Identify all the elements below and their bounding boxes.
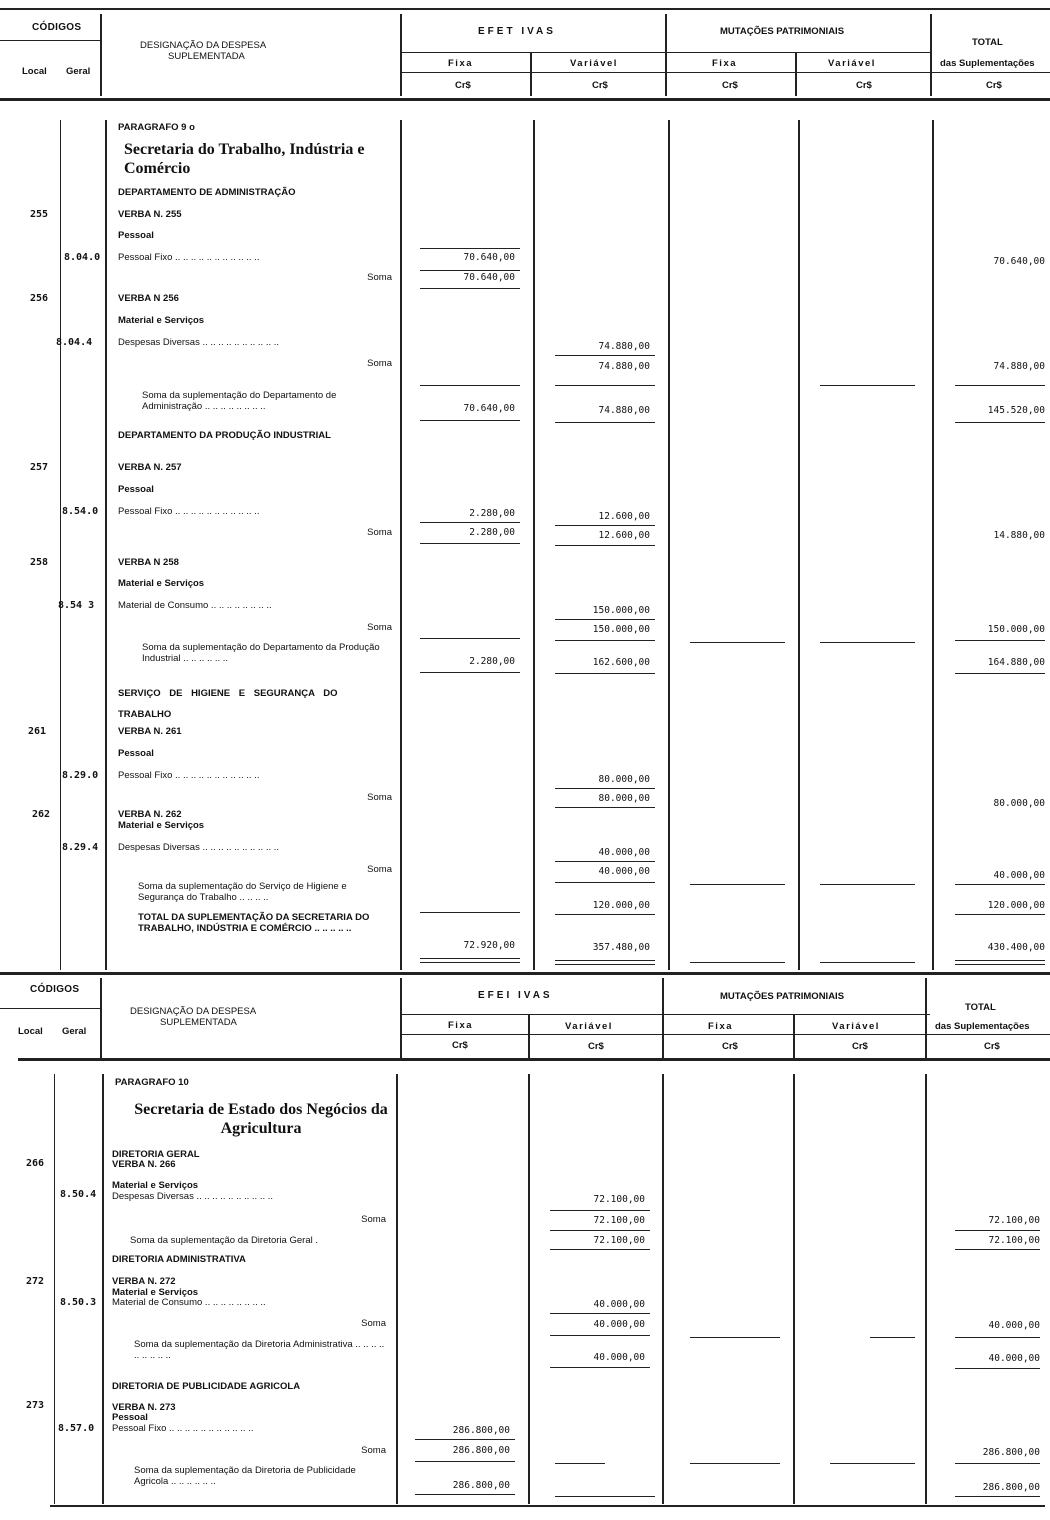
dept-producao: DEPARTAMENTO DA PRODUÇÃO INDUSTRIAL xyxy=(118,430,331,441)
grand-var-357480: 357.480,00 xyxy=(592,942,650,953)
total-label: TOTAL xyxy=(972,37,1003,48)
variavel-header: Variável xyxy=(570,58,618,69)
verba-256: VERBA N 256 xyxy=(118,293,179,304)
soma-label: Soma xyxy=(367,272,392,283)
code-266: 266 xyxy=(26,1158,45,1169)
verba-255: VERBA N. 255 xyxy=(118,209,182,220)
pessoal-label-4: Pessoal xyxy=(112,1412,148,1423)
currency-2: Cr$ xyxy=(592,80,608,91)
soma-label-9: Soma xyxy=(361,1445,386,1456)
variavel-header-3: Variável xyxy=(565,1021,613,1032)
currency-4: Cr$ xyxy=(856,80,872,91)
total-secretaria: TOTAL DA SUPLEMENTAÇÃO DA SECRETARIA DO TRABALHO, INDÚSTRIA E COMÉRCIO .. .. .. .. .. xyxy=(138,912,370,934)
paragrafo-10: PARAGRAFO 10 xyxy=(115,1077,189,1088)
soma-dir-pub: Soma da suplementação da Diretoria de Publicidade Agricola .. .. .. .. .. .. xyxy=(134,1465,356,1487)
val-fixa-70640: 70.640,00 xyxy=(463,252,515,263)
codigos-label: CÓDIGOS xyxy=(32,22,82,33)
verba-273: VERBA N. 273 xyxy=(112,1402,176,1413)
code-261: 261 xyxy=(28,726,47,737)
currency-7: Cr$ xyxy=(588,1041,604,1052)
grand-fixa-72920: 72.920,00 xyxy=(463,940,515,951)
code-8503: 8.50.3 xyxy=(60,1297,97,1308)
subtotal-fixa-2280: 2.280,00 xyxy=(469,656,515,667)
fixa-header-2: Fixa xyxy=(712,58,738,69)
code-8290: 8.29.0 xyxy=(62,770,99,781)
code-8044: 8.04.4 xyxy=(56,337,93,348)
material-servicos-4: Material e Serviços xyxy=(112,1180,199,1191)
subtotal-var-74880: 74.880,00 xyxy=(598,405,650,416)
secretaria-trabalho-title: Secretaria do Trabalho, Indústria e Comércio xyxy=(124,141,365,177)
geral-label-2: Geral xyxy=(62,1026,87,1037)
fixa-header-3: Fixa xyxy=(448,1020,474,1031)
total-label-2: TOTAL xyxy=(965,1002,996,1013)
soma-label-6: Soma xyxy=(367,864,392,875)
val-var-74880: 74.880,00 xyxy=(598,341,650,352)
code-8540: 8.54.0 xyxy=(62,506,99,517)
servico-higiene: SERVIÇO DE HIGIENE E SEGURANÇA DO TRABALHO xyxy=(118,688,338,720)
code-273: 273 xyxy=(26,1400,45,1411)
mutacoes-label: MUTAÇÕES PATRIMONIAIS xyxy=(720,26,845,37)
code-8543: 8.54 3 xyxy=(58,600,95,611)
designacao-label: DESIGNAÇÃO DA DESPESA xyxy=(140,40,267,51)
currency-3: Cr$ xyxy=(722,80,738,91)
soma-val-70640: 70.640,00 xyxy=(463,272,515,283)
verba-261: VERBA N. 261 xyxy=(118,726,182,737)
subtotal-120000: 120.000,00 xyxy=(987,900,1045,911)
val-var-150000: 150.000,00 xyxy=(592,605,650,616)
codigos-label-2: CÓDIGOS xyxy=(30,984,80,995)
val-fixa-2280: 2.280,00 xyxy=(469,508,515,519)
variavel-header-2: Variável xyxy=(828,58,876,69)
suplementada-label: SUPLEMENTADA xyxy=(168,51,245,62)
soma-var-80000: 80.000,00 xyxy=(598,793,650,804)
total-72100: 72.100,00 xyxy=(988,1215,1040,1226)
total-150000: 150.000,00 xyxy=(987,624,1045,635)
diretoria-geral: DIRETORIA GERAL xyxy=(112,1149,200,1160)
despesas-diversas-row: Despesas Diversas .. .. .. .. .. .. .. .. .. .. xyxy=(118,337,280,348)
soma-dir-geral: Soma da suplementação da Diretoria Geral . xyxy=(130,1235,318,1246)
code-8570: 8.57.0 xyxy=(58,1423,95,1434)
soma-label-8: Soma xyxy=(361,1318,386,1329)
fixa-header-4: Fixa xyxy=(708,1021,734,1032)
verba-262: VERBA N. 262 xyxy=(118,809,182,820)
subtotal-164880: 164.880,00 xyxy=(987,657,1045,668)
pessoal-fixo-row-2: Pessoal Fixo .. .. .. .. .. .. .. .. .. .. .. xyxy=(118,506,260,517)
das-suplementacoes-label: das Suplementações xyxy=(940,58,1035,69)
verba-272: VERBA N. 272 xyxy=(112,1276,176,1287)
soma-var-40000-2: 40.000,00 xyxy=(593,1319,645,1330)
pessoal-label-3: Pessoal xyxy=(118,748,154,759)
local-label-2: Local xyxy=(18,1026,43,1037)
verba-266: VERBA N. 266 xyxy=(112,1159,176,1170)
val-var-72100: 72.100,00 xyxy=(593,1194,645,1205)
soma-dir-adm: Soma da suplementação da Diretoria Administrativa .. .. .. .. .. .. .. .. .. xyxy=(134,1339,385,1361)
subtotal-286800: 286.800,00 xyxy=(982,1482,1040,1493)
total-80000: 80.000,00 xyxy=(993,798,1045,809)
code-255: 255 xyxy=(30,209,49,220)
code-256: 256 xyxy=(30,293,49,304)
diretoria-administrativa: DIRETORIA ADMINISTRATIVA xyxy=(112,1254,246,1265)
currency-1: Cr$ xyxy=(455,80,471,91)
code-8294: 8.29.4 xyxy=(62,842,99,853)
efetivas-label-2: EFEI IVAS xyxy=(478,990,553,1001)
soma-label-4: Soma xyxy=(367,622,392,633)
val-fixa-286800: 286.800,00 xyxy=(452,1425,510,1436)
val-var-80000: 80.000,00 xyxy=(598,774,650,785)
code-257: 257 xyxy=(30,462,49,473)
soma-dept-adm: Soma da suplementação do Departamento de Administração .. .. .. .. .. .. .. .. xyxy=(142,390,337,412)
material-servicos-5: Material e Serviços xyxy=(112,1287,199,1298)
subtotal-var-72100: 72.100,00 xyxy=(593,1235,645,1246)
pessoal-fixo-row-4: Pessoal Fixo .. .. .. .. .. .. .. .. .. .. .. xyxy=(112,1423,254,1434)
soma-label-5: Soma xyxy=(367,792,392,803)
soma-label-3: Soma xyxy=(367,527,392,538)
total-14880: 14.880,00 xyxy=(993,530,1045,541)
material-servicos-2: Material e Serviços xyxy=(118,578,205,589)
subtotal-40000: 40.000,00 xyxy=(988,1353,1040,1364)
material-consumo-row: Material de Consumo .. .. .. .. .. .. .. .. xyxy=(118,600,272,611)
val-var-12600: 12.600,00 xyxy=(598,511,650,522)
diretoria-publicidade: DIRETORIA DE PUBLICIDADE AGRICOLA xyxy=(112,1381,301,1392)
soma-var-12600: 12.600,00 xyxy=(598,530,650,541)
das-suplementacoes-label-2: das Suplementações xyxy=(935,1021,1030,1032)
val-var-40000-2: 40.000,00 xyxy=(593,1299,645,1310)
code-262: 262 xyxy=(32,809,51,820)
suplementada-label-2: SUPLEMENTADA xyxy=(160,1017,237,1028)
pessoal-label-2: Pessoal xyxy=(118,484,154,495)
variavel-header-4: Variável xyxy=(832,1021,880,1032)
currency-10: Cr$ xyxy=(984,1041,1000,1052)
designacao-label-2: DESIGNAÇÃO DA DESPESA xyxy=(130,1006,257,1017)
mutacoes-label-2: MUTAÇÕES PATRIMONIAIS xyxy=(720,991,845,1002)
despesas-diversas-row-2: Despesas Diversas .. .. .. .. .. .. .. .. .. .. xyxy=(118,842,280,853)
code-8040: 8.04.0 xyxy=(64,252,101,263)
currency-9: Cr$ xyxy=(852,1041,868,1052)
soma-fixa-2280: 2.280,00 xyxy=(469,527,515,538)
local-label: Local xyxy=(22,66,47,77)
grand-total-430400: 430.400,00 xyxy=(987,942,1045,953)
total-40000-2: 40.000,00 xyxy=(988,1320,1040,1331)
soma-label-7: Soma xyxy=(361,1214,386,1225)
currency-5: Cr$ xyxy=(986,80,1002,91)
subtotal-var-40000: 40.000,00 xyxy=(593,1352,645,1363)
secretaria-agricultura-title: Secretaria de Estado dos Negócios da Agricultura xyxy=(134,1101,388,1137)
soma-val-74880: 74.880,00 xyxy=(598,361,650,372)
subtotal-145520: 145.520,00 xyxy=(987,405,1045,416)
subtotal-72100: 72.100,00 xyxy=(988,1235,1040,1246)
geral-label: Geral xyxy=(66,66,91,77)
total-74880: 74.880,00 xyxy=(993,361,1045,372)
material-servicos-3: Material e Serviços xyxy=(118,820,205,831)
subtotal-fixa-286800: 286.800,00 xyxy=(452,1480,510,1491)
total-286800: 286.800,00 xyxy=(982,1447,1040,1458)
total-40000: 40.000,00 xyxy=(993,870,1045,881)
paragrafo-9: PARAGRAFO 9 o xyxy=(118,122,195,133)
val-var-40000: 40.000,00 xyxy=(598,847,650,858)
pessoal-fixo-row: Pessoal Fixo .. .. .. .. .. .. .. .. .. .. .. xyxy=(118,252,260,263)
soma-var-72100: 72.100,00 xyxy=(593,1215,645,1226)
soma-servico: Soma da suplementação do Serviço de Higiene e Segurança do Trabalho .. .. .. .. xyxy=(138,881,347,903)
soma-dept-prod: Soma da suplementação do Departamento da Produção Industrial .. .. .. .. .. .. xyxy=(142,642,380,664)
efetivas-label: EFET IVAS xyxy=(478,26,556,37)
currency-6: Cr$ xyxy=(452,1040,468,1051)
soma-fixa-286800: 286.800,00 xyxy=(452,1445,510,1456)
code-8504: 8.50.4 xyxy=(60,1189,97,1200)
material-consumo-row-2: Material de Consumo .. .. .. .. .. .. .. .. xyxy=(112,1297,266,1308)
soma-var-40000: 40.000,00 xyxy=(598,866,650,877)
pessoal-fixo-row-3: Pessoal Fixo .. .. .. .. .. .. .. .. .. .. .. xyxy=(118,770,260,781)
val-total-70640: 70.640,00 xyxy=(993,256,1045,267)
fixa-header: Fixa xyxy=(448,58,474,69)
currency-8: Cr$ xyxy=(722,1041,738,1052)
pessoal-label: Pessoal xyxy=(118,230,154,241)
dept-administracao: DEPARTAMENTO DE ADMINISTRAÇÃO xyxy=(118,187,296,198)
code-258: 258 xyxy=(30,557,49,568)
verba-257: VERBA N. 257 xyxy=(118,462,182,473)
code-272: 272 xyxy=(26,1276,45,1287)
soma-var-150000: 150.000,00 xyxy=(592,624,650,635)
subtotal-var-120000: 120.000,00 xyxy=(592,900,650,911)
material-servicos: Material e Serviços xyxy=(118,315,205,326)
subtotal-var-162600: 162.600,00 xyxy=(592,657,650,668)
soma-label-2: Soma xyxy=(367,358,392,369)
subtotal-fixa-70640: 70.640,00 xyxy=(463,403,515,414)
verba-258: VERBA N 258 xyxy=(118,557,179,568)
despesas-diversas-row-3: Despesas Diversas .. .. .. .. .. .. .. .. .. .. xyxy=(112,1191,274,1202)
